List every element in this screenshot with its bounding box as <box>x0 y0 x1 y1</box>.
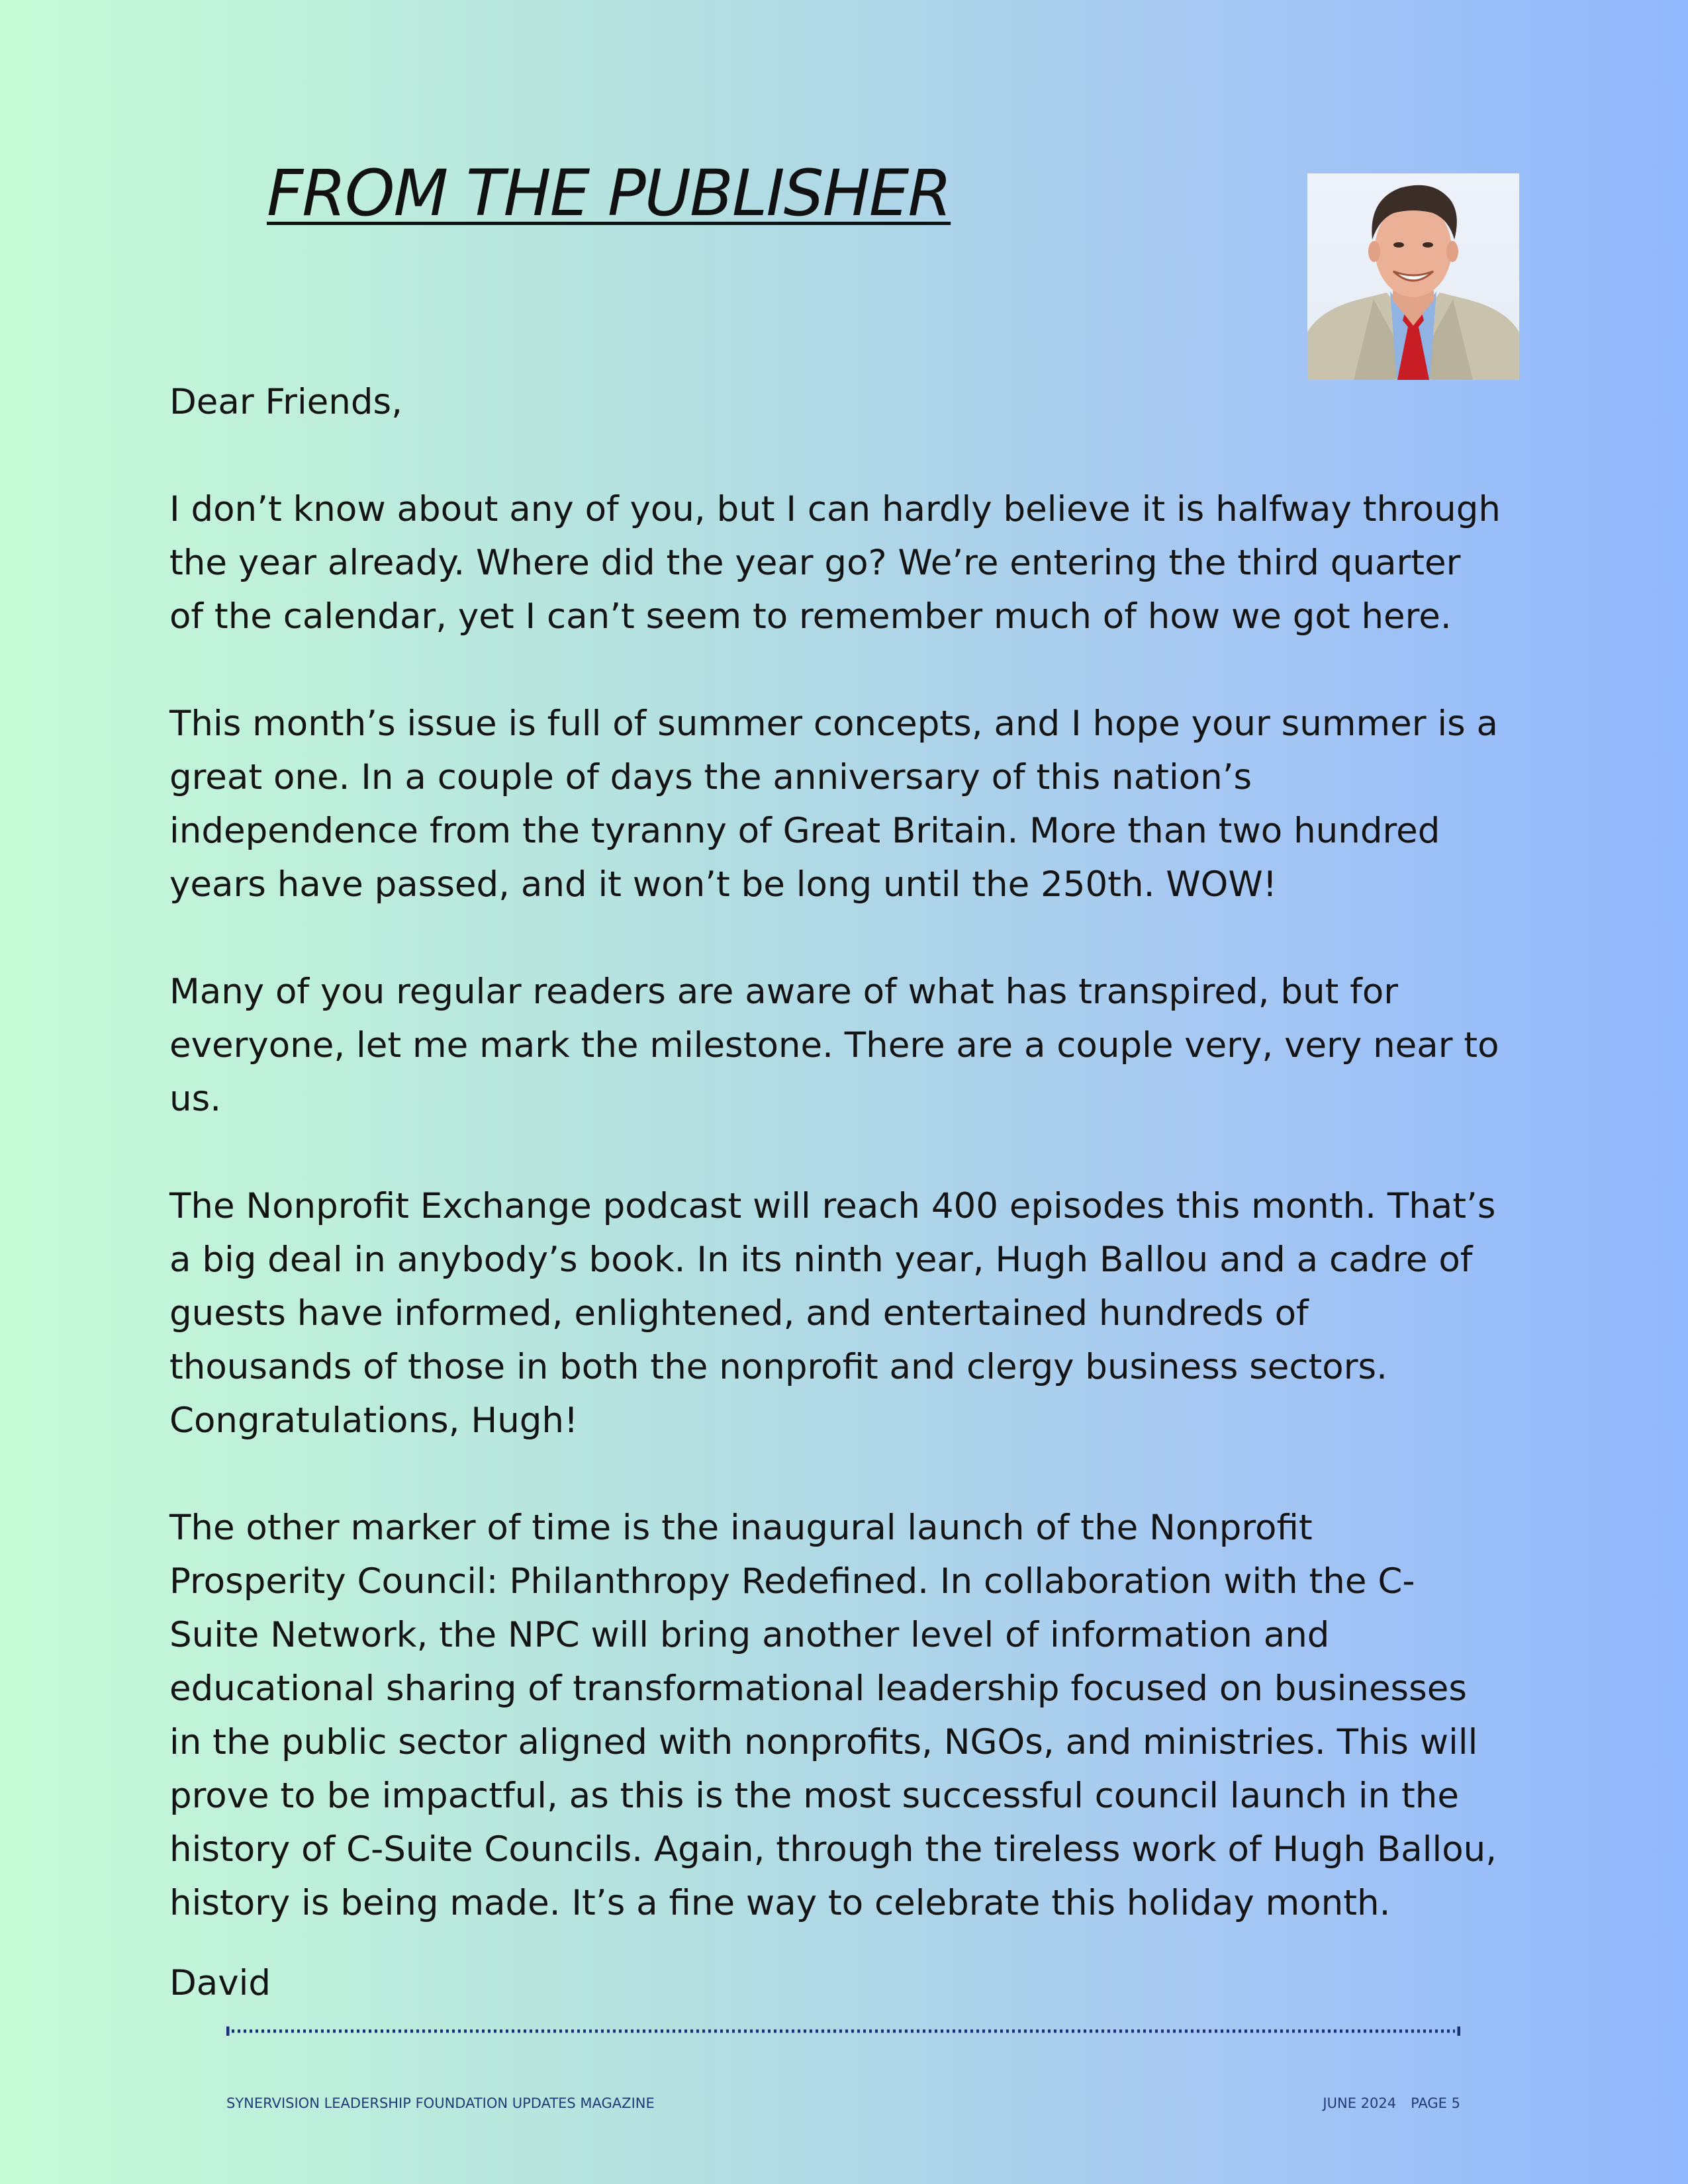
text-line: independence from the tyranny of Great Britain. More than two hundred <box>169 811 1440 851</box>
letter-body <box>169 375 1533 2064</box>
text-line: great one. In a couple of days the anniversary of this nation’s <box>169 757 1252 797</box>
text-line: in the public sector aligned with nonprofits, NGOs, and ministries. This will <box>169 1722 1478 1762</box>
footer-page-number: PAGE 5 <box>1411 2095 1460 2111</box>
text-line: everyone, let me mark the milestone. There are a couple very, very near to <box>169 1025 1499 1066</box>
text-line: prove to be impactful, as this is the most successful council launch in the <box>169 1776 1459 1816</box>
page-title: FROM THE PUBLISHER <box>267 156 951 230</box>
letter-paragraph <box>169 1501 1533 1930</box>
letter-paragraph <box>169 965 1533 1126</box>
letter-paragraph <box>169 697 1533 911</box>
text-line: a big deal in anybody’s book. In its ninth year, Hugh Ballou and a cadre of <box>169 1240 1473 1280</box>
text-line: This month’s issue is full of summer concepts, and I hope your summer is a <box>169 704 1499 744</box>
text-line: guests have informed, enlightened, and entertained hundreds of <box>169 1293 1309 1334</box>
footer-magazine-name: SYNERVISION LEADERSHIP FOUNDATION UPDATES MAGAZINE <box>226 2095 655 2111</box>
text-line: Many of you regular readers are aware of what has transpired, but for <box>169 972 1399 1012</box>
text-line: history is being made. It’s a fine way to celebrate this holiday month. <box>169 1883 1391 1923</box>
text-line: The Nonprofit Exchange podcast will reach 400 episodes this month. That’s <box>169 1186 1496 1226</box>
text-line: history of C-Suite Councils. Again, through the tireless work of Hugh Ballou, <box>169 1829 1497 1870</box>
text-line: thousands of those in both the nonprofit and clergy business sectors. <box>169 1347 1387 1387</box>
text-line: the year already. Where did the year go? We’re entering the third quarter <box>169 543 1461 583</box>
letter-paragraph <box>169 482 1533 643</box>
text-line: educational sharing of transformational leadership focused on businesses <box>169 1668 1467 1709</box>
text-line: The other marker of time is the inaugural launch of the Nonprofit <box>169 1508 1313 1548</box>
letter-paragraph <box>169 1179 1533 1447</box>
footer-issue-info <box>1323 2095 1460 2112</box>
publisher-photo <box>1307 173 1519 380</box>
text-line: us. <box>169 1079 222 1119</box>
text-line: of the calendar, yet I can’t seem to remember much of how we got here. <box>169 596 1452 637</box>
text-line: Congratulations, Hugh! <box>169 1400 579 1441</box>
text-line: Prosperity Council: Philanthropy Redefined. In collaboration with the C- <box>169 1561 1415 1602</box>
footer-issue-date: JUNE 2024 <box>1323 2095 1397 2111</box>
signature: David <box>169 1963 271 2003</box>
salutation: Dear Friends, <box>169 382 402 422</box>
footer-divider <box>226 2025 1460 2038</box>
publisher-portrait-image <box>1307 173 1519 380</box>
text-line: Suite Network, the NPC will bring another level of information and <box>169 1615 1330 1655</box>
text-line: years have passed, and it won’t be long until the 250th. WOW! <box>169 864 1278 905</box>
text-line: I don’t know about any of you, but I can hardly believe it is halfway through <box>169 489 1501 529</box>
